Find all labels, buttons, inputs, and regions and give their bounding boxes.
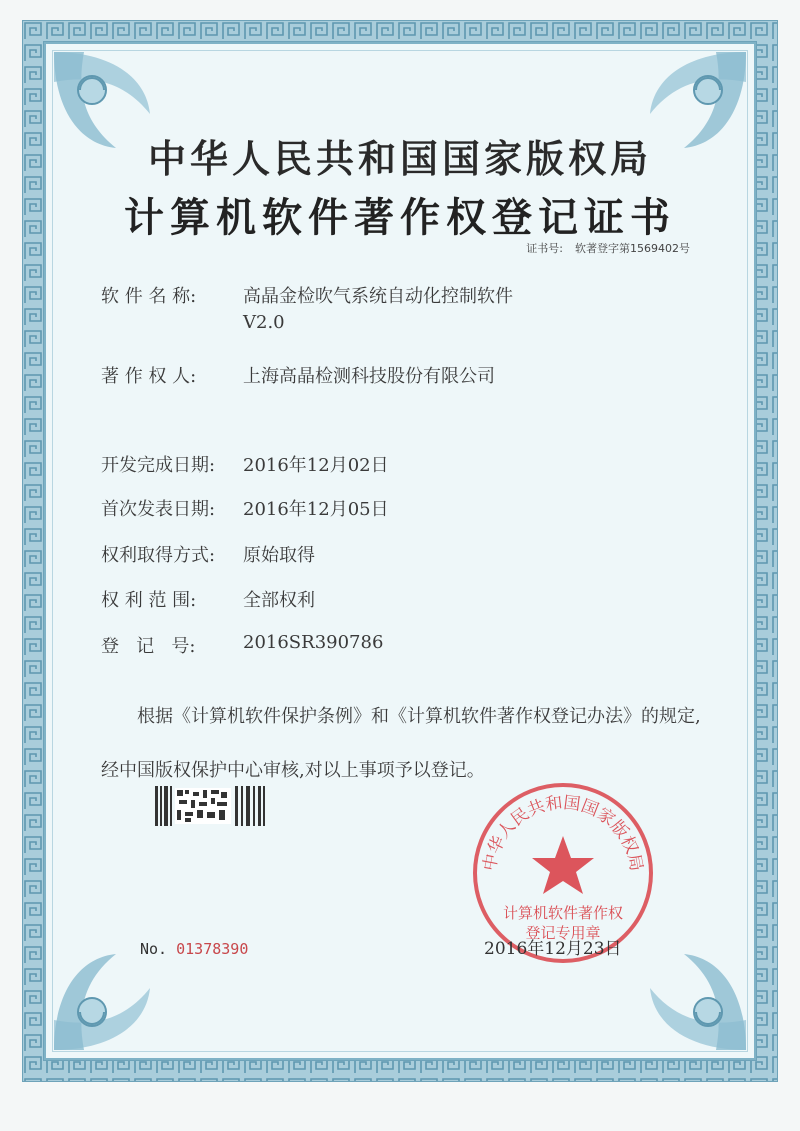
- certificate-number: [514, 240, 690, 256]
- registration-statement: 根据《计算机软件保护条例》和《计算机软件著作权登记办法》的规定,经中国版权保护中心审核,对以上事项予以登记。: [101, 706, 701, 781]
- issuer-heading: 中华人民共和国国家版权局: [147, 137, 652, 181]
- software-version: V2.0: [243, 312, 285, 333]
- serial-prefix: No.: [140, 940, 168, 958]
- serial-number: [140, 940, 248, 958]
- reg-number-label: 登 记 号:: [101, 636, 196, 657]
- software-name-row: [101, 282, 513, 333]
- seal-line-1: 计算机软件著作权: [502, 904, 624, 922]
- certificate-number-label: 证书号:: [526, 242, 563, 255]
- owner-value: 上海高晶检测科技股份有限公司: [243, 366, 495, 387]
- software-name-text: 高晶金检吹气系统自动化控制软件: [243, 286, 513, 307]
- acquire-value: 原始取得: [243, 545, 315, 566]
- scope-row: [101, 586, 315, 612]
- reg-number-row: [101, 632, 383, 658]
- seal-ring-text: 中华人民共和国国家版权局: [479, 792, 647, 873]
- reg-number-value: 2016SR390786: [243, 632, 384, 653]
- owner-label: 著 作 权 人:: [101, 366, 197, 387]
- acquire-row: [101, 541, 315, 567]
- software-name-value: [243, 282, 513, 333]
- seal-line-2: 登记专用章: [525, 924, 601, 942]
- dev-date-row: [101, 451, 389, 477]
- pub-date-row: [101, 495, 389, 521]
- issue-date: 2016年12月23日: [484, 939, 622, 959]
- pub-date-label: 首次发表日期:: [101, 499, 216, 520]
- seal-star-icon: [532, 836, 594, 894]
- owner-row: [101, 362, 495, 388]
- certificate-title: 计算机软件著作权登记证书: [124, 195, 676, 241]
- serial-number-value: 01378390: [176, 940, 249, 958]
- scope-label: 权 利 范 围:: [101, 590, 197, 611]
- pub-date-value: 2016年12月05日: [243, 499, 389, 520]
- scope-value: 全部权利: [243, 590, 315, 611]
- certificate-number-value: 软著登字第1569402号: [575, 242, 690, 255]
- acquire-label: 权利取得方式:: [101, 545, 216, 566]
- dev-date-value: 2016年12月02日: [243, 455, 389, 476]
- dev-date-label: 开发完成日期:: [101, 455, 216, 476]
- barcode: [155, 786, 267, 826]
- software-name-label: 软 件 名 称:: [101, 286, 197, 307]
